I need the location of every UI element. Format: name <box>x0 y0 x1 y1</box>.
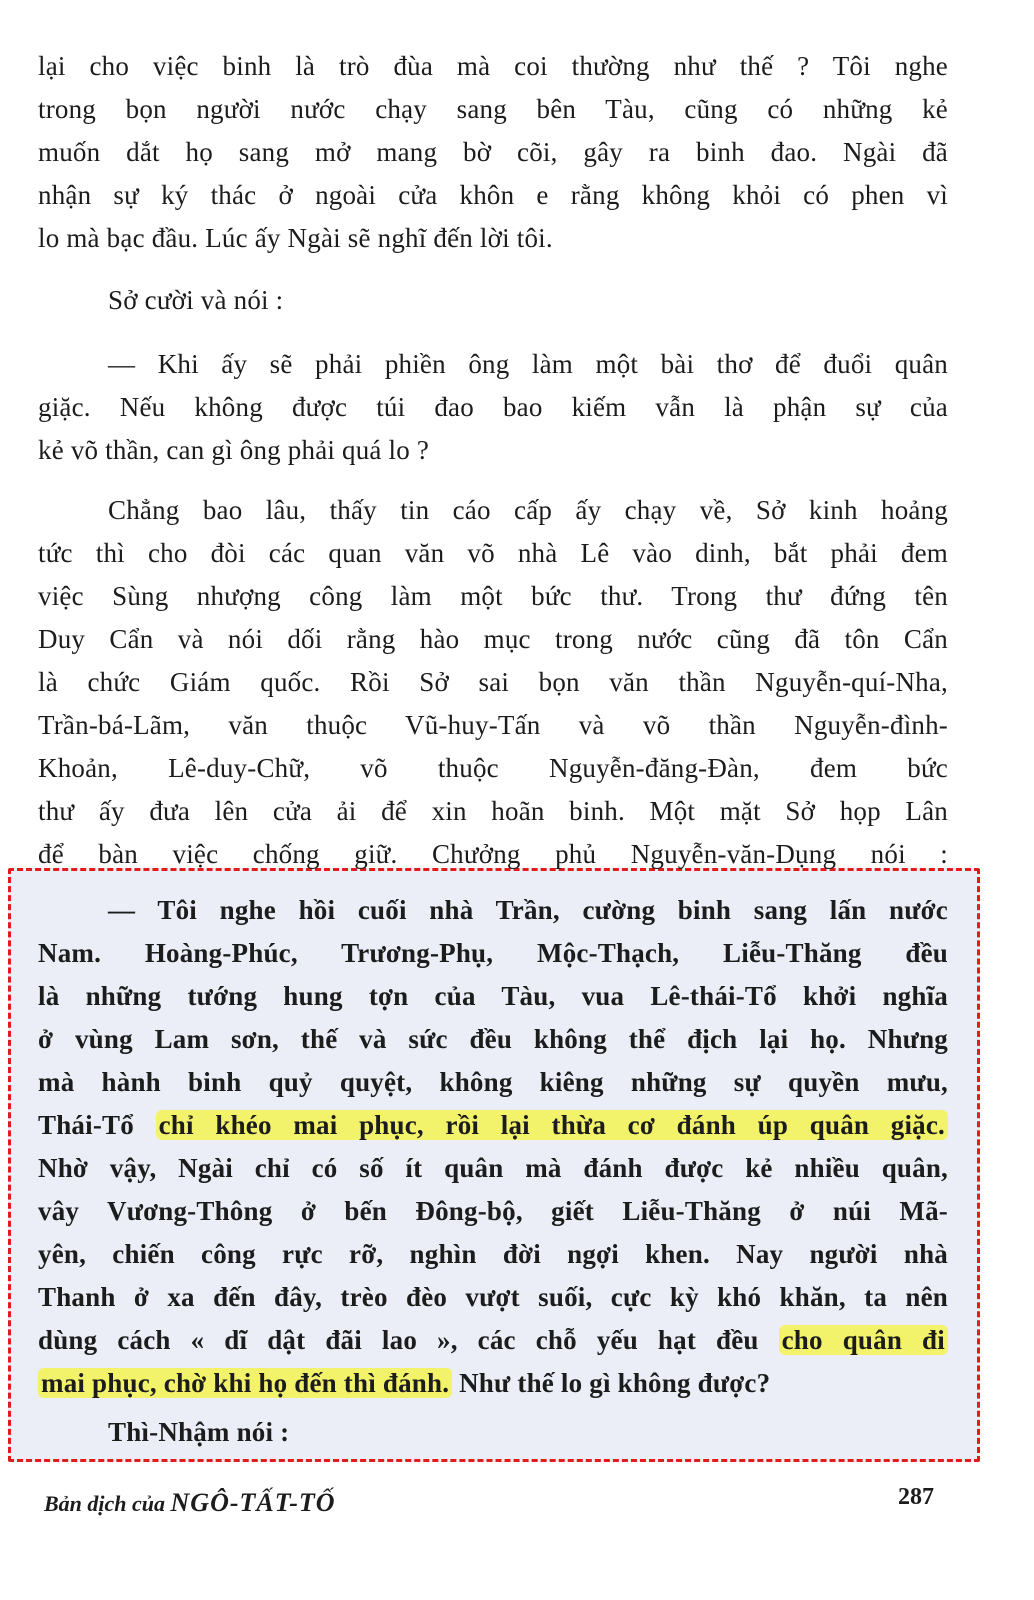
text-line: trong bọn người nước chạy sang bên Tàu, cũng có những kẻ <box>38 94 948 124</box>
text-line: muốn dắt họ sang mở mang bờ cõi, gây ra binh đao. Ngài đã <box>38 137 948 167</box>
text-line: — Tôi nghe hồi cuối nhà Trần, cường binh sang lấn nước <box>108 895 948 925</box>
text-line: vây Vương-Thông ở bến Đông-bộ, giết Liễu-Thăng ở núi Mã- <box>38 1196 948 1226</box>
text-span: Thái-Tổ <box>38 1110 156 1140</box>
running-footer <box>44 1488 336 1518</box>
translator-prefix: Bản dịch của <box>44 1491 166 1516</box>
text-span: Như thế lo gì không được? <box>452 1368 771 1398</box>
text-line: — Khi ấy sẽ phải phiền ông làm một bài thơ để đuổi quân <box>108 349 948 379</box>
text-span: dùng cách « dĩ dật đãi lao », các chỗ yếu hạt đều <box>38 1325 779 1355</box>
translator-name: NGÔ-TẤT-TỐ <box>170 1488 336 1517</box>
text-line: tức thì cho đòi các quan văn võ nhà Lê vào dinh, bắt phải đem <box>38 538 948 568</box>
text-line: lại cho việc binh là trò đùa mà coi thường như thế ? Tôi nghe <box>38 51 948 81</box>
text-line: Thì-Nhậm nói : <box>108 1417 290 1447</box>
text-line: nhận sự ký thác ở ngoài cửa khôn e rằng không khỏi có phen vì <box>38 180 948 210</box>
text-line: ở vùng Lam sơn, thế và sức đều không thể địch lại họ. Nhưng <box>38 1024 948 1054</box>
text-line: Chẳng bao lâu, thấy tin cáo cấp ấy chạy về, Sở kinh hoảng <box>108 495 948 525</box>
text-line: kẻ võ thần, can gì ông phải quá lo ? <box>38 435 430 465</box>
text-line: mà hành binh quỷ quyệt, không kiêng những sự quyền mưu, <box>38 1067 948 1097</box>
text-line: Sở cười và nói : <box>108 285 284 315</box>
text-line: Nam. Hoàng-Phúc, Trương-Phụ, Mộc-Thạch, Liễu-Thăng đều <box>38 938 948 968</box>
text-line: Duy Cẩn và nói dối rằng hào mục trong nước cũng đã tôn Cẩn <box>38 624 948 654</box>
text-line: giặc. Nếu không được túi đao bao kiếm vẫn là phận sự của <box>38 392 948 422</box>
text-line: là chức Giám quốc. Rồi Sở sai bọn văn thần Nguyễn-quí-Nha, <box>38 667 948 697</box>
text-line: thư ấy đưa lên cửa ải để xin hoãn binh. Một mặt Sở họp Lân <box>38 796 948 826</box>
text-line: Trần-bá-Lãm, văn thuộc Vũ-huy-Tấn và võ thần Nguyễn-đình- <box>38 710 948 740</box>
text-line: lo mà bạc đầu. Lúc ấy Ngài sẽ nghĩ đến lời tôi. <box>38 223 553 253</box>
text-line <box>38 1107 948 1147</box>
highlighted-text: chỉ khéo mai phục, rồi lại thừa cơ đánh úp quân giặc. <box>156 1110 948 1140</box>
text-line: là những tướng hung tợn của Tàu, vua Lê-thái-Tổ khởi nghĩa <box>38 981 948 1011</box>
text-line: Thanh ở xa đến đây, trèo đèo vượt suối, cực kỳ khó khăn, ta nên <box>38 1282 948 1312</box>
page-number: 287 <box>898 1484 934 1510</box>
text-line: yên, chiến công rực rỡ, nghìn đời ngợi khen. Nay người nhà <box>38 1239 948 1269</box>
text-line <box>38 1322 948 1362</box>
highlighted-text: mai phục, chờ khi họ đến thì đánh. <box>38 1368 452 1398</box>
text-line <box>38 1365 948 1405</box>
text-line: để bàn việc chống giữ. Chưởng phủ Nguyễn-văn-Dụng nói : <box>38 839 948 869</box>
text-line: Nhờ vậy, Ngài chỉ có số ít quân mà đánh được kẻ nhiều quân, <box>38 1153 948 1183</box>
text-line: Khoản, Lê-duy-Chữ, võ thuộc Nguyễn-đăng-Đàn, đem bức <box>38 753 948 783</box>
highlighted-text: cho quân đi <box>779 1325 948 1355</box>
text-line: việc Sùng nhượng công làm một bức thư. Trong thư đứng tên <box>38 581 948 611</box>
